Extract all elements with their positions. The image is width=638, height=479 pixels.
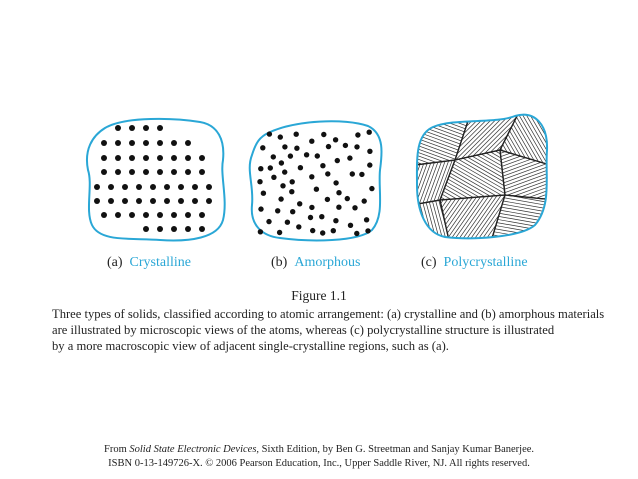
crystalline-atom-lattice (94, 125, 212, 232)
atom (101, 212, 107, 218)
atom (350, 171, 355, 176)
atom (143, 169, 149, 175)
atom (94, 184, 100, 190)
atom (294, 146, 299, 151)
panel-label-amorphous (271, 255, 360, 271)
crystalline-panel (87, 119, 225, 241)
atom (185, 169, 191, 175)
atom (367, 130, 372, 135)
atom (199, 169, 205, 175)
atom (192, 198, 198, 204)
atom (310, 228, 315, 233)
atom (271, 154, 276, 159)
atom (164, 184, 170, 190)
atom (185, 226, 191, 232)
atom (164, 198, 170, 204)
atom (367, 149, 372, 154)
atom (101, 169, 107, 175)
atom (333, 218, 338, 223)
grain-region (380, 3, 638, 270)
atom (157, 155, 163, 161)
credit-line-1 (0, 443, 638, 457)
atom (308, 215, 313, 220)
atom (171, 155, 177, 161)
amorphous-panel (250, 121, 382, 240)
atom (347, 155, 352, 160)
atom (331, 228, 336, 233)
atom (115, 169, 121, 175)
panel-label-crystalline (107, 255, 191, 271)
atom (288, 153, 293, 158)
atom (150, 184, 156, 190)
crystalline-outline (87, 119, 225, 241)
atom (279, 160, 284, 165)
atom (266, 219, 271, 224)
credit-line-2: ISBN 0-13-149726-X. © 2006 Pearson Education, Inc., Upper Saddle River, NJ. All rights reserved. (108, 458, 530, 469)
panel-name: Amorphous (294, 255, 361, 270)
atom (178, 184, 184, 190)
atom (321, 132, 326, 137)
atom (258, 206, 263, 211)
atom (309, 139, 314, 144)
atom (257, 179, 262, 184)
atom (185, 140, 191, 146)
atom (108, 184, 114, 190)
atom (285, 220, 290, 225)
atom (157, 212, 163, 218)
atom (129, 212, 135, 218)
atom (185, 155, 191, 161)
atom (129, 169, 135, 175)
credit-rest: Sixth Edition, by Ben G. Streetman and Sanjay Kumar Banerjee. (259, 444, 535, 455)
atom (115, 212, 121, 218)
atom (314, 187, 319, 192)
atom (333, 180, 338, 185)
atom (365, 228, 370, 233)
atom (362, 198, 367, 203)
atom (178, 198, 184, 204)
atom (157, 125, 163, 131)
atom (101, 155, 107, 161)
figure-number: Figure 1.1 (291, 288, 347, 303)
panel-tag: (a) (107, 255, 123, 270)
credit-book-title: Solid State Electronic Devices, (129, 444, 260, 455)
atom (157, 169, 163, 175)
atom (325, 171, 330, 176)
atom (275, 208, 280, 213)
atom (94, 198, 100, 204)
atom (122, 198, 128, 204)
panel-tag: (c) (421, 255, 437, 270)
atom (369, 186, 374, 191)
atom (199, 212, 205, 218)
atom (309, 205, 314, 210)
atom (354, 144, 359, 149)
atom (101, 140, 107, 146)
atom (290, 179, 295, 184)
atom (271, 175, 276, 180)
atom (171, 140, 177, 146)
atom (359, 172, 364, 177)
atom (367, 162, 372, 167)
atom (199, 155, 205, 161)
atom (325, 197, 330, 202)
atom (282, 169, 287, 174)
atom (143, 226, 149, 232)
atom (335, 158, 340, 163)
figure-caption (52, 306, 612, 354)
atom (260, 145, 265, 150)
atom (315, 153, 320, 158)
atom (278, 134, 283, 139)
atom (157, 226, 163, 232)
atom (115, 125, 121, 131)
atom (136, 184, 142, 190)
atom (143, 212, 149, 218)
credit-prefix: From (103, 444, 130, 455)
atom (267, 131, 272, 136)
atom (206, 198, 212, 204)
atom (364, 217, 369, 222)
atom (345, 196, 350, 201)
panel-label-polycrystalline (421, 255, 528, 271)
atom (304, 152, 309, 157)
atom (261, 191, 266, 196)
atom (143, 155, 149, 161)
atom (333, 137, 338, 142)
atom (143, 140, 149, 146)
atom (143, 125, 149, 131)
atom (171, 169, 177, 175)
atom (192, 184, 198, 190)
atom (343, 143, 348, 148)
atom (326, 144, 331, 149)
atom (296, 224, 301, 229)
atom (157, 140, 163, 146)
atom (309, 174, 314, 179)
atom (129, 125, 135, 131)
atom (150, 198, 156, 204)
caption-line: Three types of solids, classified according to atomic arrangement: (a) crystalline and (b) amorphous materials (52, 307, 605, 321)
caption-line: by a more macroscopic view of adjacent single-crystalline regions, such as (a). (52, 339, 449, 353)
atom (355, 132, 360, 137)
atom (319, 214, 324, 219)
grain-boundary (412, 200, 450, 245)
atom (268, 165, 273, 170)
atom (115, 140, 121, 146)
atom (282, 144, 287, 149)
caption-line: are illustrated by microscopic views of the atoms, whereas (c) polycrystalline structure is illustrated (52, 323, 555, 337)
atom (115, 155, 121, 161)
atom (348, 223, 353, 228)
atom (298, 165, 303, 170)
atom (258, 229, 263, 234)
atom (294, 132, 299, 137)
copyright-credit (0, 443, 638, 471)
atom (199, 226, 205, 232)
atom (185, 212, 191, 218)
grain-region (339, 0, 633, 281)
atom (289, 189, 294, 194)
atom (336, 190, 341, 195)
atom (354, 231, 359, 236)
atom (206, 184, 212, 190)
grain-region (342, 25, 609, 327)
atom (136, 198, 142, 204)
atom (290, 209, 295, 214)
panel-name: Crystalline (129, 255, 191, 270)
panel-name: Polycrystalline (443, 255, 528, 270)
atom (129, 155, 135, 161)
atom (297, 201, 302, 206)
atom (278, 196, 283, 201)
atom (336, 205, 341, 210)
atom (122, 184, 128, 190)
atom (171, 226, 177, 232)
panel-tag: (b) (271, 255, 288, 270)
atom (129, 140, 135, 146)
atom (258, 166, 263, 171)
atom (108, 198, 114, 204)
atom (171, 212, 177, 218)
amorphous-atoms (257, 130, 374, 237)
atom (320, 163, 325, 168)
atom (352, 205, 357, 210)
atom (277, 230, 282, 235)
atom (280, 183, 285, 188)
grain-region (321, 0, 559, 288)
atom (320, 230, 325, 235)
